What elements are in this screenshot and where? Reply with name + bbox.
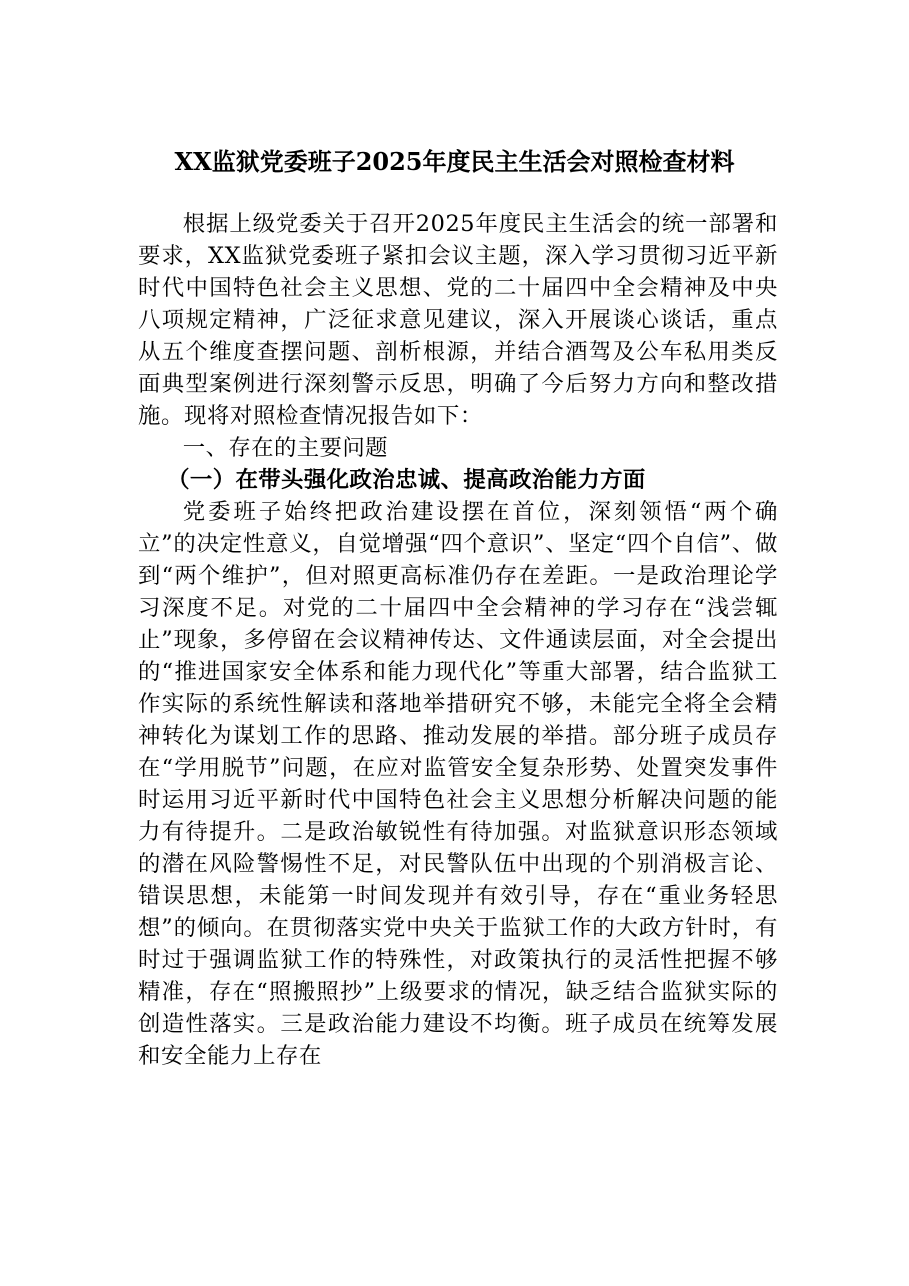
intro-paragraph: 根据上级党委关于召开2025年度民主生活会的统一部署和要求，XX监狱党委班子紧扣会议主题，深入学习贯彻习近平新时代中国特色社会主义思想、党的二十届四中全会精神及中央八项规定精神，广泛征求意见建议，深入开展谈心谈话，重点从五个维度查摆问题、剖析根源，并结合酒驾及公车私用类反面典型案例进行深刻警示反思，明确了今后努力方向和整改措施。现将对照检查情况报告如下： <box>138 211 778 429</box>
document-body <box>138 208 778 1072</box>
subsection-heading: （一）在带头强化政治忠诚、提高政治能力方面 <box>167 467 646 493</box>
subsection-paragraph: 党委班子始终把政治建设摆在首位，深刻领悟“两个确立”的决定性意义，自觉增强“四个意识”、坚定“四个自信”、做到“两个维护”，但对照更高标准仍存在差距。一是政治理论学习深度不足。对党的二十届四中全会精神的学习存在“浅尝辄止”现象，多停留在会议精神传达、文件通读层面，对全会提出的“推进国家安全体系和能力现代化”等重大部署，结合监狱工作实际的系统性解读和落地举措研究不够，未能完全将全会精神转化为谋划工作的思路、推动发展的举措。部分班子成员存在“学用脱节”问题，在应对监管安全复杂形势、处置突发事件时运用习近平新时代中国特色社会主义思想分析解决问题的能力有待提升。二是政治敏锐性有待加强。对监狱意识形态领域的潜在风险警惕性不足，对民警队伍中出现的个别消极言论、错误思想，未能第一时间发现并有效引导，存在“重业务轻思想”的倾向。在贯彻落实党中央关于监狱工作的大政方针时，有时过于强调监狱工作的特殊性，对政策执行的灵活性把握不够精准，存在“照搬照抄”上级要求的情况，缺乏结合监狱实际的创造性落实。三是政治能力建设不均衡。班子成员在统筹发展和安全能力上存在 <box>138 499 778 1069</box>
section-heading: 一、存在的主要问题 <box>182 435 388 461</box>
document-title: XX监狱党委班子2025年度民主生活会对照检查材料 <box>174 147 735 176</box>
